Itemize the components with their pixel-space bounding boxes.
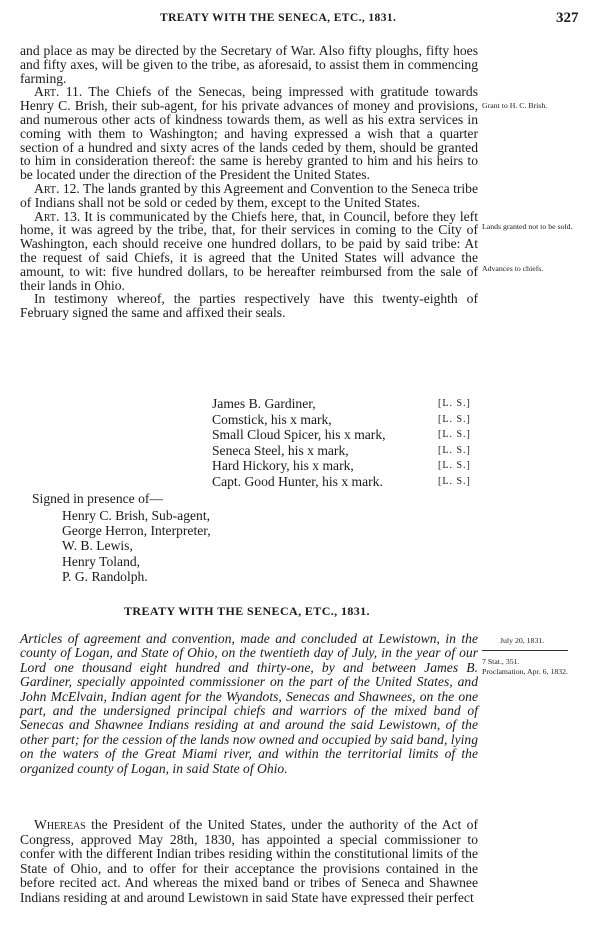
witness-name: Henry Toland, (62, 553, 141, 569)
treaty-preamble: Articles of agreement and convention, made and concluded at Lewistown, in the county of Logan, and State of Ohio, on the twentieth day of July, in the year of our Lord one thousand eight hundred and thirty-one, by and between James B. Gardiner, specially appointed commissioner on the part of the United States, and John McElvain, Indian agent for the Wyandots, Senecas and Shawnees, on the one part, and the undersigned principal chiefs and warriors of the mixed band of Senecas and Shawnee Indians residing at and around the said Lewistown, of the other part; for the cession of the lands now owned and occupied by said band, lying on the waters of the Great Miami river, and within the territorial limits of the organized county of Logan, in said State of Ohio. (20, 631, 478, 776)
witness-intro: Signed in presence of— (32, 491, 163, 506)
witness-list (62, 508, 211, 584)
signature-row (212, 458, 482, 474)
treaty-body (20, 44, 478, 320)
signature-block (212, 396, 482, 490)
signatory-name: James B. Gardiner, (212, 396, 316, 411)
article-13-text: It is communicated by the Chiefs here, that, in Council, before they left home, it was agreed by the tribe, that, for their services in coming to the City of Washington, each should receive one hundred dollars, to be paid by said tribe: At the request of said Chiefs, it is agreed that the United States will advance the amount, to wit: five hundred dollars, to be hereafter reimbursed from the sale of their lands in Ohio. (20, 208, 478, 293)
margin-note-date: July 20, 1831. (500, 636, 545, 645)
article-13-label: Art. 13. (34, 208, 81, 224)
seal-mark: [L. S.] (438, 413, 471, 425)
signatory-name: Seneca Steel, his x mark, (212, 442, 349, 458)
running-header (0, 10, 600, 30)
signature-row (212, 412, 482, 428)
margin-note-grant-brish: Grant to H. C. Brish. (482, 101, 548, 110)
margin-note-stat: 7 Stat., 351. (482, 657, 520, 666)
whereas-clause (20, 818, 478, 906)
signatory-name: Small Cloud Spicer, his x mark, (212, 427, 386, 443)
margin-note-lands-not-sold: Lands granted not to be sold. (482, 222, 573, 231)
whereas-text: the President of the United States, under the authority of the Act of Congress, approved May 28th, 1830, has appointed a special commissioner to confer with the different Indian tribes residing within the constitutional limits of the State of Ohio, and to offer for their acceptance the provisions contained in the before recited act. And whereas the mixed band or tribes of Seneca and Shawnee Indians residing at and around Lewistown in said State have expressed their perfect (20, 817, 478, 905)
signature-row (212, 443, 482, 459)
seal-mark: [L. S.] (438, 475, 471, 487)
margin-note-advances-chiefs: Advances to chiefs. (482, 264, 544, 273)
article-12-text: The lands granted by this Agreement and Convention to the Seneca tribe of Indians shall not be sold or ceded by them, except to the United States. (20, 180, 478, 210)
signature-row (212, 396, 482, 412)
witness-name: P. G. Randolph. (62, 568, 148, 584)
margin-note-proclamation: Proclamation, Apr. 6, 1832. (482, 667, 568, 676)
section-heading: TREATY WITH THE SENECA, ETC., 1831. (124, 604, 370, 618)
seal-mark: [L. S.] (438, 429, 471, 441)
whereas-label: Whereas (34, 817, 86, 832)
signature-row (212, 427, 482, 443)
article-12-label: Art. 12. (34, 180, 80, 196)
seal-mark: [L. S.] (438, 460, 471, 472)
article-11-label: Art. 11. (34, 84, 83, 100)
article-13 (20, 210, 478, 293)
seal-mark: [L. S.] (438, 398, 471, 409)
witness-name: George Herron, Interpreter, (62, 523, 211, 539)
seal-mark: [L. S.] (438, 444, 471, 456)
signature-row (212, 474, 482, 490)
article-11-text: The Chiefs of the Senecas, being impressed with gratitude towards Henry C. Brish, their sub-agent, for his private advances of money and provisions, and numerous other acts of kindness towards them, as well as his extra services in coming with them to Washington; and having expressed a wish that a quarter section of a hundred and sixty acres of the lands ceded by them, should be granted to him in consideration thereof: the same is hereby granted to him and his heirs to be located under the direction of the President the United States. (20, 84, 478, 183)
signatory-name: Hard Hickory, his x mark, (212, 458, 354, 474)
witness-name: W. B. Lewis, (62, 538, 133, 554)
page-number: 327 (556, 10, 579, 26)
testimony-clause: In testimony whereof, the parties respectively have this twenty-eighth of February signed the same and affixed their seals. (20, 291, 478, 321)
witness-name: Henry C. Brish, Sub-agent, (62, 508, 211, 523)
article-11 (20, 85, 478, 182)
signatory-name: Capt. Good Hunter, his x mark. (212, 473, 383, 489)
margin-rule (482, 650, 568, 651)
signatory-name: Comstick, his x mark, (212, 411, 332, 427)
paragraph-continued: and place as may be directed by the Secretary of War. Also fifty ploughs, fifty hoes and fifty axes, will be given to the tribe, as aforesaid, to assist them in commencing farming. (20, 43, 478, 86)
running-title: TREATY WITH THE SENECA, ETC., 1831. (160, 12, 397, 24)
article-12 (20, 182, 478, 210)
